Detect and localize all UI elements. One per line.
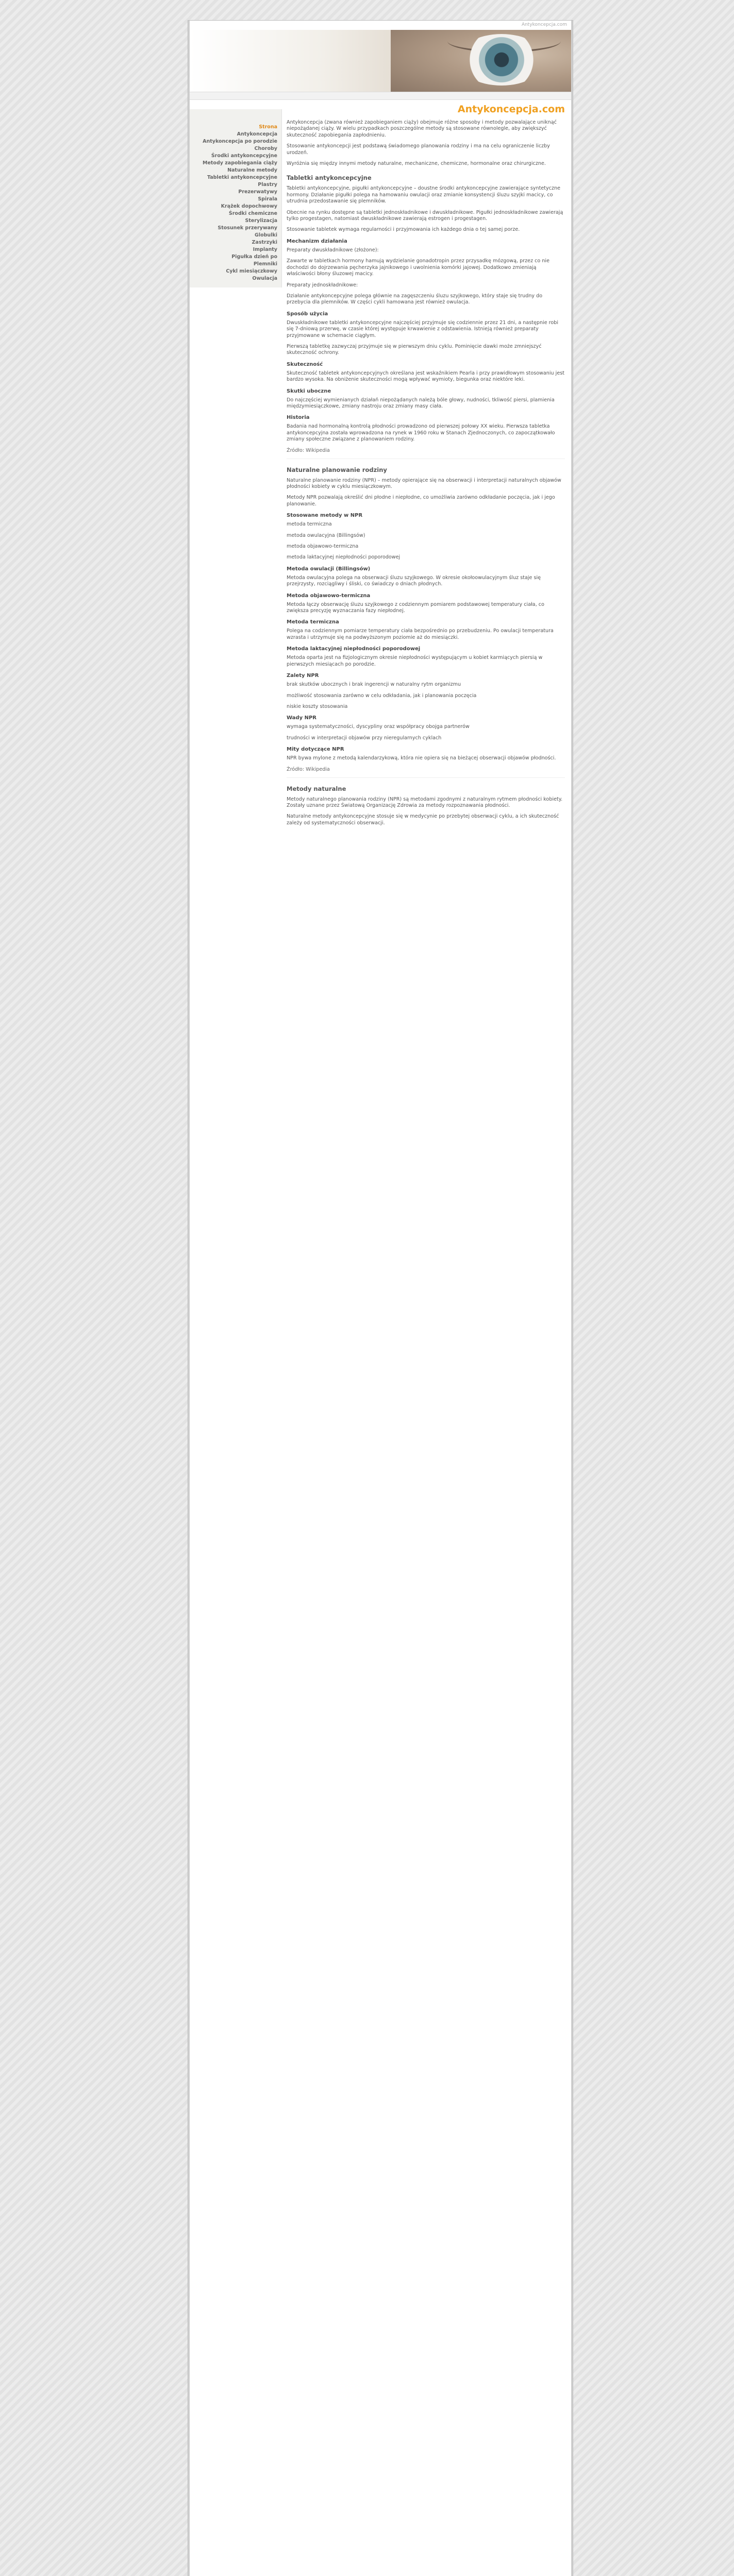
banner-eye: [458, 34, 545, 86]
sidebar-link[interactable]: Strona: [259, 124, 277, 130]
sidebar-link[interactable]: Krążek dopochwowy: [221, 204, 277, 209]
paragraph: Badania nad hormonalną kontrolą płodności prowadzono od pierwszej połowy XX wieku. Pierwsza tabletka antykoncepcyjna została wprowadzona na rynek w 1960 roku w Stanach Zjednoczonych, co zapoczątkowało zmiany społeczne związane z planowaniem rodziny.: [287, 423, 555, 443]
paragraph: Dwuskładnikowe tabletki antykoncepcyjne najczęściej przyjmuje się codziennie przez 21 dni, a następnie robi się 7-dniową przerwę, w czasie której występuje krwawienie z odstawienia. Istnieją również preparaty przyjmowane w schemacie ciągłym.: [287, 319, 559, 338]
paragraph: metoda owulacyjna (Billingsów): [287, 532, 365, 538]
section-heading: Naturalne planowanie rodziny: [287, 466, 387, 473]
source-note: Źródło: Wikipedia: [287, 766, 330, 772]
sidebar-link[interactable]: Metody zapobiegania ciąży: [202, 160, 277, 166]
subsection-heading: Metoda laktacyjnej niepłodności poporodowej: [287, 646, 421, 652]
sidebar-link[interactable]: Pigułka dzień po: [231, 254, 277, 260]
sidebar-link[interactable]: Zastrzyki: [252, 240, 277, 245]
subsection-heading: Metoda owulacji (Billingsów): [287, 566, 371, 572]
paragraph: Zawarte w tabletkach hormony hamują wydzielanie gonadotropin przez przysadkę mózgową, przez co nie dochodzi do dojrzewania pęcherzyka jajnikowego i uwolnienia komórki jajowej. Dodatkowo zmieniają właściwości błony śluzowej macicy.: [287, 258, 549, 277]
sub-bar: [190, 92, 571, 100]
article-body: [287, 120, 565, 826]
sidebar-link[interactable]: Plemniki: [253, 261, 277, 267]
subsection-heading: Wady NPR: [287, 715, 316, 721]
sidebar-link[interactable]: Środki antykoncepcyjne: [211, 153, 277, 159]
subsection-heading: Skutki uboczne: [287, 388, 331, 394]
subsection-heading: Historia: [287, 415, 310, 421]
header-banner-eye-image: [190, 30, 571, 92]
sidebar-link[interactable]: Sterylizacja: [245, 218, 277, 224]
subsection-heading: Mity dotyczące NPR: [287, 747, 344, 753]
paragraph: Działanie antykoncepcyjne polega głównie na zagęszczeniu śluzu szyjkowego, który staje się trudny do przebycia dla plemników. W części cykli hamowana jest również owulacja.: [287, 293, 543, 306]
sidebar-link[interactable]: Stosunek przerywany: [218, 225, 277, 231]
sidebar-link[interactable]: Owulacja: [252, 276, 277, 281]
paragraph: Naturalne metody antykoncepcyjne stosuje się w medycynie po przebytej obserwacji cyklu, a ich skuteczność zależy od systematyczności obserwacji.: [287, 814, 559, 826]
paragraph: Preparaty dwuskładnikowe (złożone):: [287, 247, 379, 253]
paragraph: Do najczęściej wymienianych działań niepożądanych należą bóle głowy, nudności, tkliwość piersi, plamienia międzymiesiączkowe, zmiany nastroju oraz zmiany masy ciała.: [287, 397, 555, 409]
paragraph: trudności w interpretacji objawów przy nieregularnych cyklach: [287, 735, 442, 741]
main-content: [287, 103, 565, 831]
sidebar-link[interactable]: Globulki: [255, 232, 277, 238]
paragraph: Tabletki antykoncepcyjne, pigułki antykoncepcyjne – doustne środki antykoncepcyjne zawierające syntetyczne hormony. Działanie pigułki polega na hamowaniu owulacji oraz zmianie konsystencji śluzu szyjki macicy, co utrudnia przedostawanie się plemników.: [287, 185, 560, 205]
site-title: Antykoncepcja.com: [457, 104, 565, 115]
paragraph: Metoda łączy obserwację śluzu szyjkowego z codziennym pomiarem podstawowej temperatury ciała, co zwiększa precyzję wyznaczania fazy niepłodnej.: [287, 601, 544, 614]
paragraph: Naturalne planowanie rodziny (NPR) – metody opierające się na obserwacji i interpretacji naturalnych objawów płodności kobiety w cyklu miesiączkowym.: [287, 477, 561, 489]
subsection-heading: Metoda objawowo-termiczna: [287, 592, 371, 599]
paragraph: metoda laktacyjnej niepłodności poporodowej: [287, 554, 401, 561]
paragraph: Polega na codziennym pomiarze temperatury ciała bezpośrednio po przebudzeniu. Po owulacji temperatura wzrasta i utrzymuje się na podwyższonym poziomie aż do miesiączki.: [287, 628, 554, 640]
paragraph: Wyróżnia się między innymi metody naturalne, mechaniczne, chemiczne, hormonalne oraz chirurgiczne.: [287, 161, 546, 167]
paragraph: możliwość stosowania zarówno w celu odkładania, jak i planowania poczęcia: [287, 692, 477, 699]
sidebar-link[interactable]: Choroby: [254, 146, 277, 151]
paragraph: wymaga systematyczności, dyscypliny oraz współpracy obojga partnerów: [287, 724, 470, 730]
top-bar: [190, 21, 571, 30]
paragraph: niskie koszty stosowania: [287, 703, 348, 709]
paragraph: Antykoncepcja (zwana również zapobieganiem ciąży) obejmuje różne sposoby i metody pozwalające uniknąć niepożądanej ciąży. W wielu przypadkach poszczególne metody są stosowane równolegle, aby zwiększyć skuteczność zapobiegania zapłodnieniu.: [287, 120, 557, 138]
paragraph: Metoda oparta jest na fizjologicznym okresie niepłodności występującym u kobiet karmiących piersią w pierwszych miesiącach po porodzie.: [287, 655, 543, 667]
sidebar-link[interactable]: Środki chemiczne: [228, 211, 277, 216]
sidebar-nav: [190, 109, 282, 287]
sidebar-link[interactable]: Antykoncepcja: [237, 131, 277, 137]
page-container: [188, 21, 573, 2576]
sidebar-link[interactable]: Antykoncepcja po porodzie: [203, 139, 277, 144]
paragraph: brak skutków ubocznych i brak ingerencji w naturalny rytm organizmu: [287, 682, 461, 688]
subsection-heading: Skuteczność: [287, 361, 323, 367]
paragraph: Metoda owulacyjna polega na obserwacji śluzu szyjkowego. W okresie okołoowulacyjnym śluz staje się przejrzysty, rozciągliwy i śliski, co świadczy o dniach płodnych.: [287, 574, 541, 587]
section-heading: Tabletki antykoncepcyjne: [287, 174, 372, 182]
section-divider: [287, 777, 565, 778]
sidebar-link[interactable]: Plastry: [258, 182, 277, 188]
sidebar-link[interactable]: Cykl miesiączkowy: [226, 268, 277, 274]
sidebar-link[interactable]: Implanty: [253, 247, 277, 252]
subsection-heading: Stosowane metody w NPR: [287, 513, 363, 519]
paragraph: NPR bywa mylone z metodą kalendarzykową, która nie opiera się na bieżącej obserwacji objawów płodności.: [287, 755, 556, 761]
paragraph: metoda objawowo-termiczna: [287, 544, 359, 550]
paragraph: Stosowanie antykoncepcji jest podstawą świadomego planowania rodziny i ma na celu ograniczenie liczby urodzeń.: [287, 143, 550, 156]
subsection-heading: Mechanizm działania: [287, 238, 347, 244]
paragraph: Obecnie na rynku dostępne są tabletki jednoskładnikowe i dwuskładnikowe. Pigułki jednoskładnikowe zawierają tylko progestagen, natomiast dwuskładnikowe zawierają estrogen i progestagen.: [287, 209, 563, 222]
section-heading: Metody naturalne: [287, 785, 346, 792]
source-note: Źródło: Wikipedia: [287, 447, 330, 453]
paragraph: Metody naturalnego planowania rodziny (NPR) są metodami zgodnymi z naturalnym rytmem płodności kobiety. Zostały uznane przez Światową Organizację Zdrowia za metody rozpoznawania płodności.: [287, 796, 563, 808]
paragraph: Stosowanie tabletek wymaga regularności i przyjmowania ich każdego dnia o tej samej porze.: [287, 227, 520, 233]
paragraph: Pierwszą tabletkę zazwyczaj przyjmuje się w pierwszym dniu cyklu. Pominięcie dawki może zmniejszyć skuteczność ochrony.: [287, 343, 542, 356]
sidebar-link[interactable]: Tabletki antykoncepcyjne: [207, 175, 277, 180]
subsection-heading: Zalety NPR: [287, 673, 319, 679]
paragraph: Metody NPR pozwalają określić dni płodne i niepłodne, co umożliwia zarówno odkładanie poczęcia, jak i jego planowanie.: [287, 495, 555, 507]
paragraph: Skuteczność tabletek antykoncepcyjnych określana jest wskaźnikiem Pearla i przy prawidłowym stosowaniu jest bardzo wysoka. Na obniżenie skuteczności mogą wpływać wymioty, biegunka oraz niektóre leki.: [287, 370, 564, 383]
top-site-name: Antykoncepcja.com: [521, 22, 567, 27]
subsection-heading: Metoda termiczna: [287, 619, 339, 625]
subsection-heading: Sposób użycia: [287, 311, 328, 317]
paragraph: metoda termiczna: [287, 521, 332, 528]
sidebar-link[interactable]: Spirala: [258, 196, 277, 202]
paragraph: Preparaty jednoskładnikowe:: [287, 282, 358, 288]
sidebar-link[interactable]: Naturalne metody: [227, 167, 277, 173]
sidebar-link[interactable]: Prezerwatywy: [238, 189, 277, 195]
